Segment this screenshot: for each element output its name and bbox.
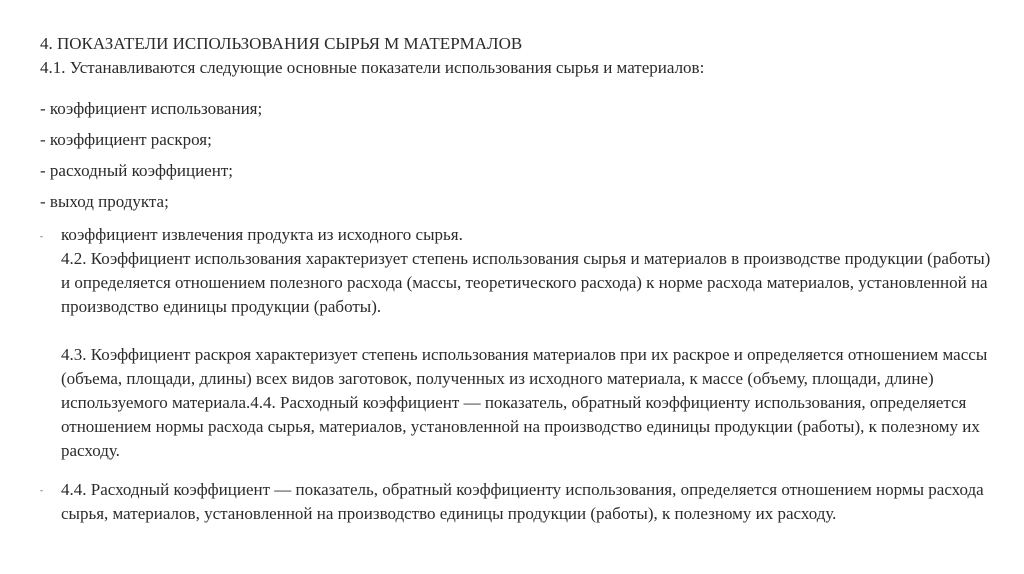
bullet-block-4-4 [61, 478, 1001, 526]
list-item-usage-coefficient: - коэффициент использования; [40, 99, 263, 118]
list-item-cutting-coefficient: - коэффициент раскроя; [40, 130, 212, 149]
section-heading: 4. ПОКАЗАТЕЛИ ИСПОЛЬЗОВАНИЯ СЫРЬЯ М МАТЕРМАЛОВ [40, 34, 523, 53]
list-item-product-yield: - выход продукта; [40, 192, 169, 211]
bullet-block-extraction [61, 223, 1001, 463]
bullet-marker: - [40, 485, 43, 495]
paragraph-4-3: 4.3. Коэффициент раскроя характеризует степень использования материалов при их раскрое и определяется отношением массы (объема, площади, длины) всех видов заготовок, полученных из исходного материала, к массе (объему, площади, длине) используемого материала.4.4. Расходный коэффициент — показатель, обратный коэффициенту использования, определяется отношением нормы расхода сырья, материалов, установленной на производство единицы продукции (работы), к полезному их расходу. [61, 345, 988, 460]
section-subheading: 4.1. Устанавливаются следующие основные показатели использования сырья и материалов: [40, 58, 705, 77]
bullet-marker: - [40, 231, 43, 241]
paragraph-4-4: 4.4. Расходный коэффициент — показатель, обратный коэффициенту использования, определяется отношением нормы расхода сырья, материалов, установленной на производство единицы продукции (работы), к полезному их расходу. [61, 480, 984, 523]
paragraph-4-2: 4.2. Коэффициент использования характеризует степень использования сырья и материалов в производстве продукции (работы) и определяется отношением полезного расхода (массы, теоретического расхода) к норме расхода материалов, установленной на производство единицы продукции (работы). [61, 249, 991, 316]
list-item-extraction-coefficient: коэффициент извлечения продукта из исходного сырья. [61, 225, 463, 244]
list-item-consumption-coefficient: - расходный коэффициент; [40, 161, 233, 180]
